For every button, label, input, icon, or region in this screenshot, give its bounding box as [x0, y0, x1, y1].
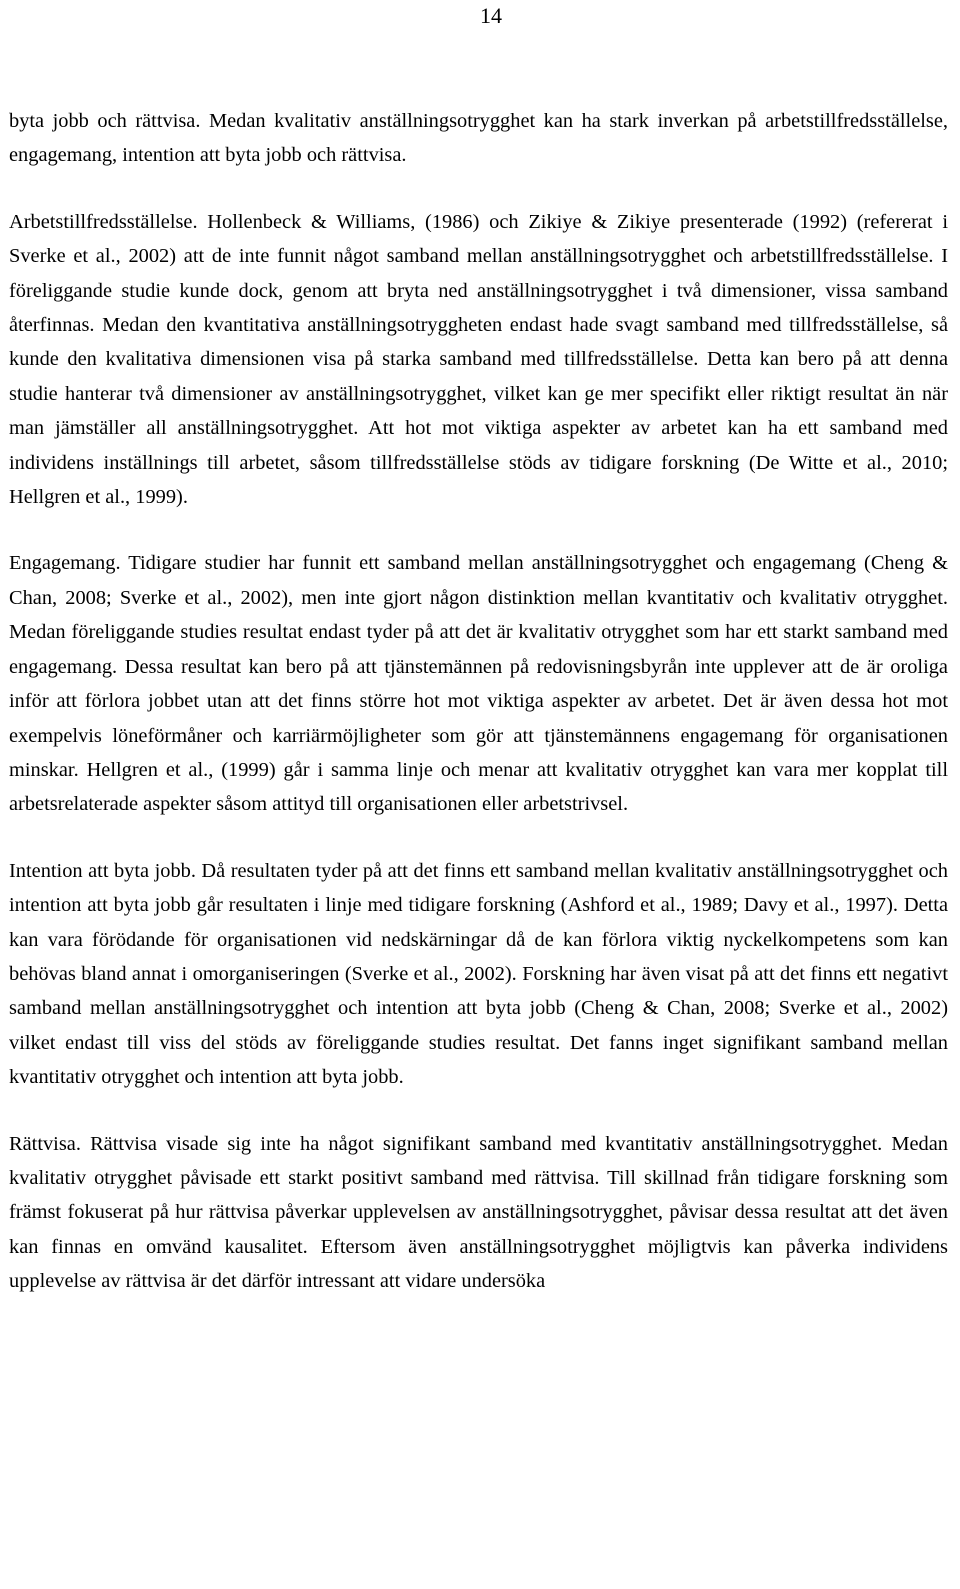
- paragraph-engagemang: Engagemang. Tidigare studier har funnit ett samband mellan anställningsotrygghet och engagemang (Cheng & Chan, 2008; Sverke et al., 2002), men inte gjort någon distinktion mellan kvantitativ och kvalitativ otrygghet. Medan föreliggande studies resultat endast tyder på att det är kvalitativ otrygghet som har ett starkt samband med engagemang. Dessa resultat kan bero på att tjänstemännen på redovisningsbyrån inte upplever att de är oroliga inför att förlora jobbet utan att det finns större hot mot viktiga aspekter av arbetet. Det är även dessa hot mot exempelvis löneförmåner och karriärmöjligheter som gör att tjänstemännens engagemang för organisationen minskar. Hellgren et al., (1999) går i samma linje och menar att kvalitativ otrygghet kan vara mer kopplat till arbetsrelaterade aspekter såsom attityd till organisationen eller arbetstrivsel.: [9, 552, 948, 816]
- paragraph-arbetstillfredsstallelse: Arbetstillfredsställelse. Hollenbeck & Williams, (1986) och Zikiye & Zikiye presenterade (1992) (refererat i Sverke et al., 2002) att de inte funnit något samband mellan anställningsotrygghet och arbetstillfredsställelse. I föreliggande studie kunde dock, genom att bryta ned anställningsotrygghet i två dimensioner, vissa samband återfinnas. Medan den kvantitativa anställningsotryggheten endast hade svagt samband med tillfredsställelse, så kunde den kvalitativa dimensionen visa på starka samband med tillfredsställelse. Detta kan bero på att denna studie hanterar två dimensioner av anställningsotrygghet, vilket kan ge mer specifikt eller riktigt resultat än när man jämställer all anställningsotrygghet. Att hot mot viktiga aspekter av arbetet kan ha ett samband med individens inställnings till arbetet, såsom tillfredsställelse stöds av tidigare forskning (De Witte et al., 2010; Hellgren et al., 1999).: [9, 210, 948, 509]
- paragraph-intention-att-byta-jobb: Intention att byta jobb. Då resultaten tyder på att det finns ett samband mellan kvalitativ anställningsotrygghet och intention att byta jobb går resultaten i linje med tidigare forskning (Ashford et al., 1989; Davy et al., 1997). Detta kan vara förödande för organisationen vid nedskärningar då de kan förlora viktig nyckelkompetens som kan behövas bland annat i omorganiseringen (Sverke et al., 2002). Forskning har även visat på att det finns ett negativt samband mellan anställningsotrygghet och intention att byta jobb (Cheng & Chan, 2008; Sverke et al., 2002) vilket endast till viss del stöds av föreliggande studies resultat. Det fanns inget signifikant samband mellan kvantitativ otrygghet och intention att byta jobb.: [9, 859, 948, 1089]
- paragraph-rattvisa: Rättvisa. Rättvisa visade sig inte ha något signifikant samband med kvantitativ anställningsotrygghet. Medan kvalitativ otrygghet påvisade ett starkt positivt samband med rättvisa. Till skillnad från tidigare forskning som främst fokuserat på hur rättvisa påverkar upplevelsen av anställningsotrygghet, påvisar dessa resultat att det även kan finnas en omvänd kausalitet. Eftersom även anställningsotrygghet möjligtvis kan påverka individens upplevelse av rättvisa är det därför intressant att vidare undersöka: [9, 1132, 948, 1293]
- body-text: [9, 104, 948, 1299]
- paragraph-intro: byta jobb och rättvisa. Medan kvalitativ anställningsotrygghet kan ha stark inverkan på arbetstillfredsställelse, engagemang, intention att byta jobb och rättvisa.: [9, 110, 948, 167]
- page-number: 14: [480, 3, 502, 28]
